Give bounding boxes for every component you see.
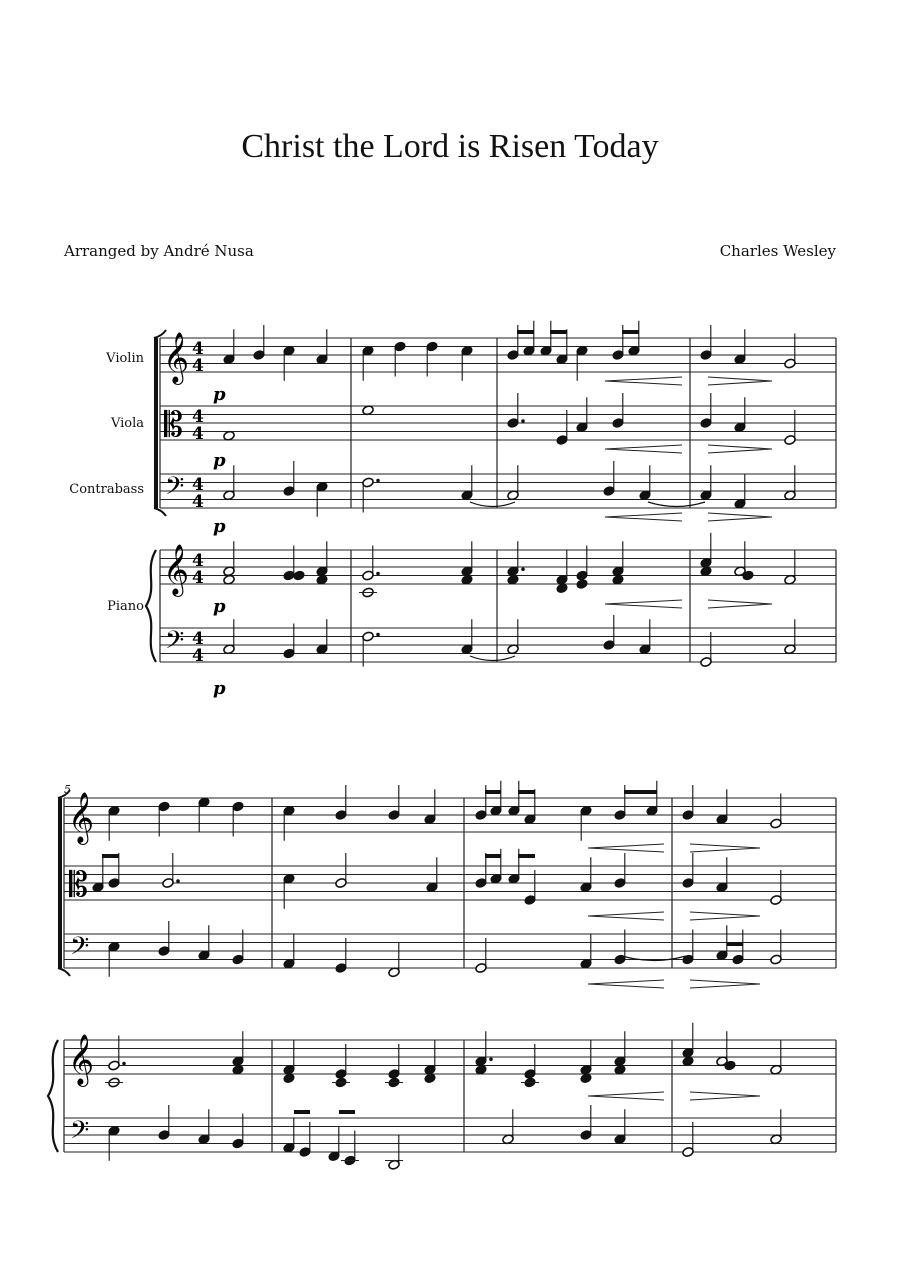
crescendo-hairpin [605,600,682,608]
treble-clef-icon: 𝄞 [68,792,95,843]
instrument-label-viola: Viola [110,416,144,431]
decrescendo-hairpin [708,445,772,453]
decrescendo-hairpin [690,980,760,988]
bass-clef-icon: 𝄢 [165,626,185,661]
piano-brace [146,550,156,662]
instrument-label-contrabass: Contrabass [69,482,144,497]
crescendo-hairpin [588,844,664,852]
time-signature-top: 4 [192,629,204,649]
time-signature-top: 4 [192,475,204,495]
treble-clef-icon: 𝄞 [68,1034,95,1085]
bass-clef-icon: 𝄢 [165,472,185,507]
score-title: Christ the Lord is Risen Today [241,128,659,165]
augmentation-dot [376,479,380,483]
piano-brace [48,1040,58,1152]
augmentation-dot [176,879,180,883]
notehead [576,579,588,590]
time-signature-bottom: 4 [192,568,204,588]
measure-number: 5 [64,783,71,796]
alto-clef-icon: 𝄡 [69,865,88,905]
bass-clef-icon: 𝄢 [70,1116,90,1151]
time-signature-bottom: 4 [192,424,204,444]
time-signature-top: 4 [192,551,204,571]
tie [470,502,515,507]
time-signature-bottom: 4 [192,646,204,666]
crescendo-hairpin [588,912,664,920]
bass-clef-icon: 𝄢 [70,932,90,967]
dynamic-marking: p [213,596,226,617]
time-signature-bottom: 4 [192,492,204,512]
augmentation-dot [122,1062,126,1066]
crescendo-hairpin [588,980,664,988]
augmentation-dot [521,419,525,423]
crescendo-hairpin [605,513,682,521]
time-signature-bottom: 4 [192,356,204,376]
augmentation-dot [489,1057,493,1061]
dynamic-marking: p [213,516,226,537]
decrescendo-hairpin [690,912,760,920]
arranger-credit: Arranged by André Nusa [64,242,254,260]
dynamic-marking: p [213,384,226,405]
system-1 [146,321,836,699]
tie [470,656,515,661]
decrescendo-hairpin [690,1092,760,1100]
time-signature-top: 4 [192,339,204,359]
instrument-label-violin: Violin [106,351,144,366]
decrescendo-hairpin [708,377,772,385]
system-2 [48,781,836,1170]
bracket-hook [58,968,70,976]
tie [648,502,705,507]
augmentation-dot [376,572,380,576]
treble-clef-icon: 𝄞 [163,544,190,595]
crescendo-hairpin [605,445,682,453]
alto-clef-icon: 𝄡 [164,405,183,445]
notehead [293,570,305,581]
decrescendo-hairpin [708,600,772,608]
crescendo-hairpin [588,1092,664,1100]
treble-clef-icon: 𝄞 [163,332,190,383]
augmentation-dot [376,633,380,637]
time-signature-top: 4 [192,407,204,427]
instrument-label-piano: Piano [107,599,144,614]
decrescendo-hairpin [690,844,760,852]
crescendo-hairpin [605,377,682,385]
dynamic-marking: p [213,678,226,699]
augmentation-dot [521,567,525,571]
dynamic-marking: p [213,450,226,471]
bracket-hook [154,508,166,516]
composer-credit: Charles Wesley [719,242,836,260]
decrescendo-hairpin [708,513,772,521]
